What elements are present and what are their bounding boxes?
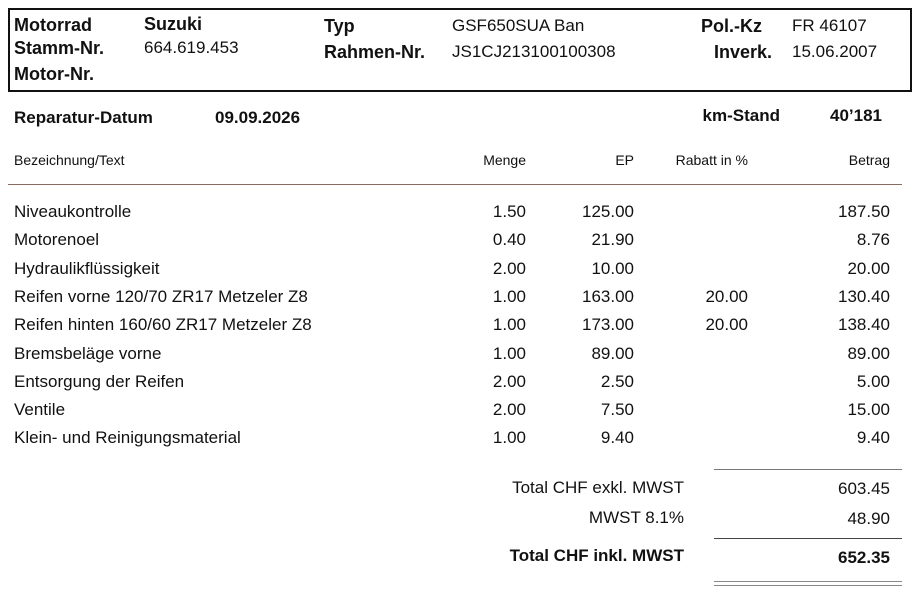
item-ep: 9.40 [600, 428, 634, 448]
total-incl-value: 652.35 [838, 548, 890, 567]
inverk-value: 15.06.2007 [792, 42, 878, 61]
item-ep: 125.00 [582, 202, 634, 221]
typ-value: GSF650SUA Ban [452, 16, 585, 35]
item-qty: 1.00 [492, 286, 526, 306]
item-text: Entsorgung der Reifen [14, 371, 185, 391]
item-qty: 2.00 [492, 258, 526, 278]
item-amount: 8.76 [856, 230, 890, 250]
column-header-qty: Menge [483, 152, 526, 168]
stamm-label: Stamm-Nr. [14, 38, 105, 58]
item-ep: 163.00 [582, 286, 634, 306]
item-amount: 138.40 [838, 315, 890, 335]
item-qty: 2.00 [492, 371, 526, 391]
totals-top-rule [714, 469, 902, 470]
km-value: 40’181 [830, 106, 882, 125]
item-discount: 20.00 [705, 315, 748, 335]
motor-label: Motor-Nr. [14, 64, 94, 84]
item-qty: 0.40 [492, 230, 526, 250]
item-discount: 20.00 [705, 286, 748, 306]
item-qty: 1.00 [492, 315, 526, 335]
repair-date-value: 09.09.2026 [215, 108, 301, 127]
item-text: Motorenoel [14, 230, 100, 250]
polkz-value: FR 46107 [792, 16, 867, 35]
item-qty: 1.50 [492, 202, 526, 221]
totals-double-rule-1 [714, 581, 902, 582]
item-amount: 20.00 [847, 258, 890, 278]
item-text: Ventile [14, 400, 66, 420]
total-excl-value: 603.45 [838, 479, 890, 498]
item-amount: 9.40 [856, 428, 890, 448]
item-amount: 130.40 [838, 286, 890, 306]
km-label: km-Stand [702, 106, 780, 125]
typ-label: Typ [324, 16, 355, 36]
total-incl-label: Total CHF inkl. MWST [509, 546, 684, 565]
item-ep: 21.90 [591, 230, 634, 250]
inverk-label: Inverk. [713, 42, 772, 62]
column-header-text: Bezeichnung/Text [14, 152, 125, 168]
item-text: Reifen vorne 120/70 ZR17 Metzeler Z8 [14, 286, 308, 306]
vat-label: MWST 8.1% [588, 508, 684, 527]
item-amount: 89.00 [847, 343, 890, 363]
motorrad-label: Motorrad [14, 15, 92, 35]
item-ep: 2.50 [600, 371, 634, 391]
item-text: Klein- und Reinigungsmaterial [14, 428, 241, 448]
item-ep: 7.50 [600, 400, 634, 420]
stamm-value: 664.619.453 [144, 38, 239, 57]
rahmen-value: JS1CJ213100100308 [452, 42, 616, 61]
item-text: Bremsbeläge vorne [14, 343, 162, 363]
totals-mid-rule [714, 538, 902, 539]
totals-double-rule-2 [714, 585, 902, 586]
item-amount: 15.00 [847, 400, 890, 420]
column-header-discount: Rabatt in % [675, 152, 748, 168]
polkz-label: Pol.-Kz [701, 16, 762, 36]
item-text: Reifen hinten 160/60 ZR17 Metzeler Z8 [14, 315, 312, 335]
item-qty: 1.00 [492, 428, 526, 448]
column-header-amount: Betrag [848, 152, 890, 168]
item-ep: 173.00 [582, 315, 634, 335]
item-ep: 89.00 [591, 343, 634, 363]
item-text: Hydraulikflüssigkeit [14, 258, 160, 278]
motorrad-value: Suzuki [144, 14, 203, 34]
total-excl-label: Total CHF exkl. MWST [512, 478, 684, 497]
column-header-divider [8, 184, 902, 185]
rahmen-label: Rahmen-Nr. [324, 42, 426, 62]
vat-value: 48.90 [847, 509, 890, 528]
column-header-ep: EP [615, 152, 634, 168]
item-amount: 187.50 [838, 202, 890, 221]
repair-date-label: Reparatur-Datum [14, 108, 153, 127]
item-qty: 1.00 [492, 343, 526, 363]
item-text: Niveaukontrolle [14, 202, 132, 221]
item-amount: 5.00 [856, 371, 890, 391]
item-qty: 2.00 [492, 400, 526, 420]
item-ep: 10.00 [591, 258, 634, 278]
